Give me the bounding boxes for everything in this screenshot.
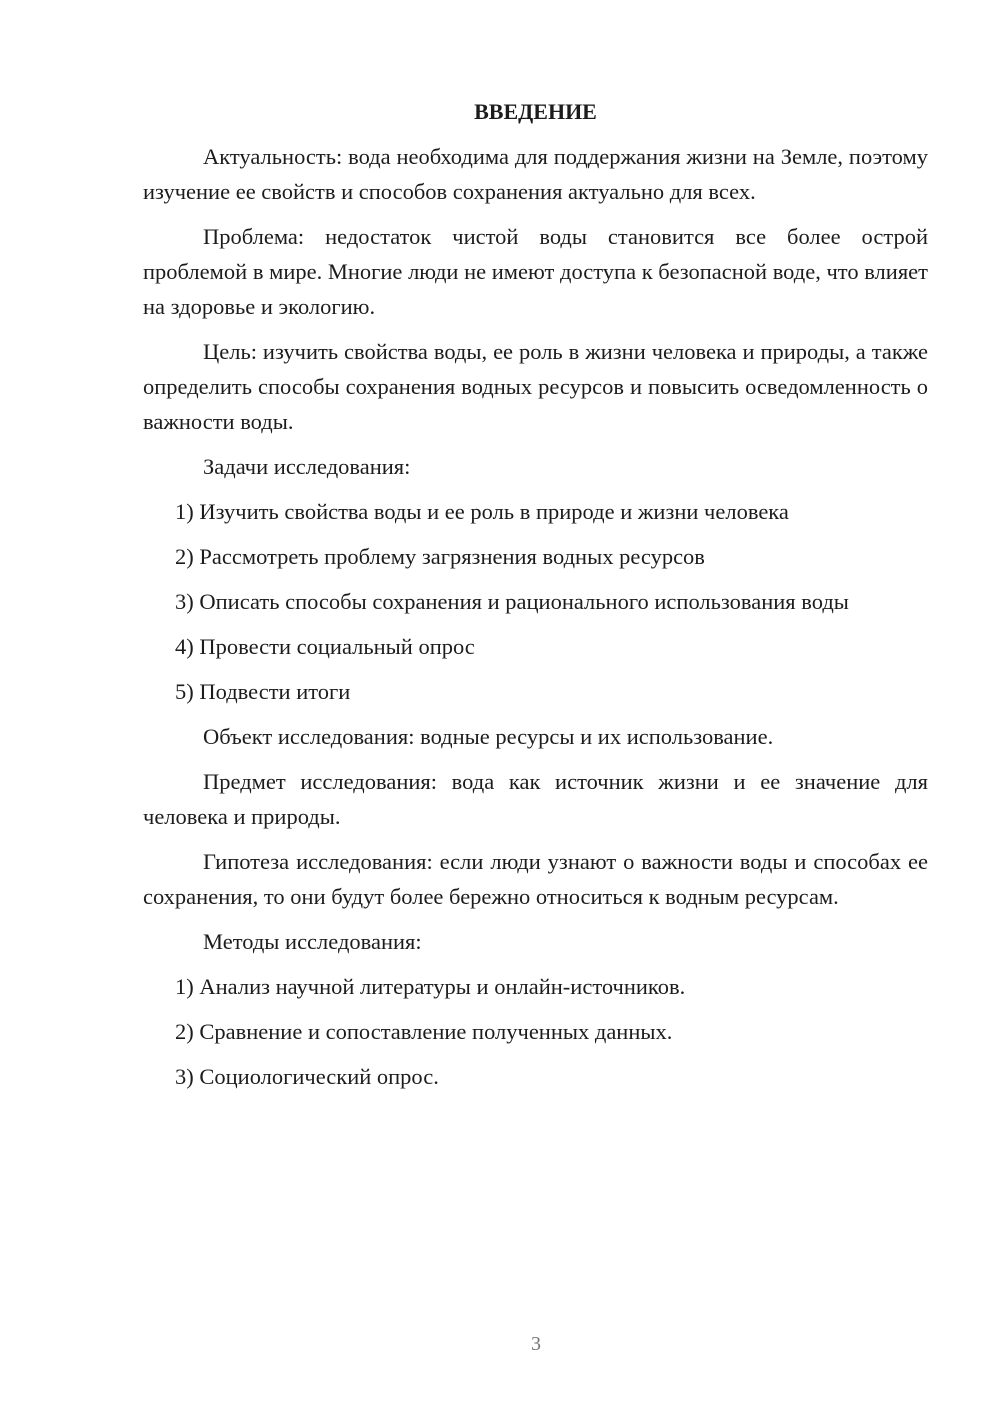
problem-paragraph: Проблема: недостаток чистой воды становится все более острой проблемой в мире. Многие люди не имеют доступа к безопасной воде, что влияет на здоровье и экологию. — [143, 224, 928, 319]
page-content — [143, 94, 928, 1094]
list-item: 1) Изучить свойства воды и ее роль в природе и жизни человека — [175, 499, 789, 524]
relevance-paragraph: Актуальность: вода необходима для поддержания жизни на Земле, поэтому изучение ее свойств и способов сохранения актуально для всех. — [143, 144, 928, 204]
list-item: 2) Рассмотреть проблему загрязнения водных ресурсов — [175, 544, 705, 569]
goal-paragraph: Цель: изучить свойства воды, ее роль в жизни человека и природы, а также определить способы сохранения водных ресурсов и повысить осведомленность о важности воды. — [143, 339, 928, 434]
list-item: 2) Сравнение и сопоставление полученных данных. — [175, 1019, 673, 1044]
section-title: ВВЕДЕНИЕ — [474, 99, 597, 124]
object-paragraph: Объект исследования: водные ресурсы и их использование. — [203, 724, 774, 749]
subject-paragraph: Предмет исследования: вода как источник жизни и ее значение для человека и природы. — [143, 769, 928, 829]
list-item: 3) Описать способы сохранения и рационального использования воды — [175, 589, 849, 614]
list-item: 3) Социологический опрос. — [175, 1064, 439, 1089]
methods-heading: Методы исследования: — [203, 929, 422, 954]
methods-list — [143, 969, 928, 1094]
tasks-list — [143, 494, 928, 709]
tasks-heading: Задачи исследования: — [203, 454, 411, 479]
list-item: 5) Подвести итоги — [175, 679, 351, 704]
list-item: 4) Провести социальный опрос — [175, 634, 475, 659]
page-number: 3 — [531, 1333, 541, 1355]
hypothesis-paragraph: Гипотеза исследования: если люди узнают о важности воды и способах ее сохранения, то они будут более бережно относиться к водным ресурсам. — [143, 849, 928, 909]
list-item: 1) Анализ научной литературы и онлайн-источников. — [175, 974, 686, 999]
